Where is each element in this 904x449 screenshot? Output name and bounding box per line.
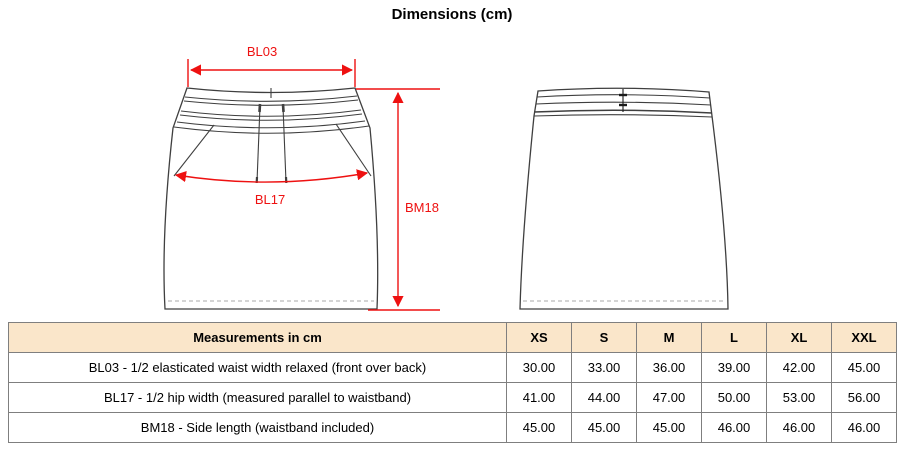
- cell-value: 30.00: [507, 353, 572, 383]
- bm18-label: BM18: [405, 200, 439, 215]
- cell-value: 39.00: [702, 353, 767, 383]
- cell-value: 45.00: [507, 413, 572, 443]
- cell-value: 45.00: [832, 353, 897, 383]
- back-outline: [520, 88, 728, 309]
- table-row-bl03: [9, 353, 897, 383]
- header-size-xxl: XXL: [832, 323, 897, 353]
- row-label: BL17 - 1/2 hip width (measured parallel to waistband): [9, 383, 507, 413]
- table-row-bl17: [9, 383, 897, 413]
- bl03-dimension: [188, 59, 355, 87]
- measurements-table: [8, 322, 897, 443]
- cell-value: 46.00: [702, 413, 767, 443]
- cell-value: 47.00: [637, 383, 702, 413]
- bl03-label: BL03: [246, 44, 278, 59]
- header-size-xs: XS: [507, 323, 572, 353]
- cell-value: 50.00: [702, 383, 767, 413]
- cell-value: 53.00: [767, 383, 832, 413]
- row-label: BL03 - 1/2 elasticated waist width relaxed (front over back): [9, 353, 507, 383]
- cell-value: 36.00: [637, 353, 702, 383]
- header-size-xl: XL: [767, 323, 832, 353]
- back-view-sketch: [520, 88, 728, 309]
- page-title: Dimensions (cm): [391, 6, 513, 23]
- table-header-row: [9, 323, 897, 353]
- header-size-m: M: [637, 323, 702, 353]
- cell-value: 42.00: [767, 353, 832, 383]
- bl17-label: BL17: [254, 192, 286, 207]
- cell-value: 46.00: [767, 413, 832, 443]
- header-measurements: Measurements in cm: [9, 323, 507, 353]
- row-label: BM18 - Side length (waistband included): [9, 413, 507, 443]
- cell-value: 33.00: [572, 353, 637, 383]
- cell-value: 46.00: [832, 413, 897, 443]
- cell-value: 41.00: [507, 383, 572, 413]
- header-size-s: S: [572, 323, 637, 353]
- table-row-bm18: [9, 413, 897, 443]
- cell-value: 45.00: [572, 413, 637, 443]
- cell-value: 45.00: [637, 413, 702, 443]
- cell-value: 44.00: [572, 383, 637, 413]
- header-size-l: L: [702, 323, 767, 353]
- cell-value: 56.00: [832, 383, 897, 413]
